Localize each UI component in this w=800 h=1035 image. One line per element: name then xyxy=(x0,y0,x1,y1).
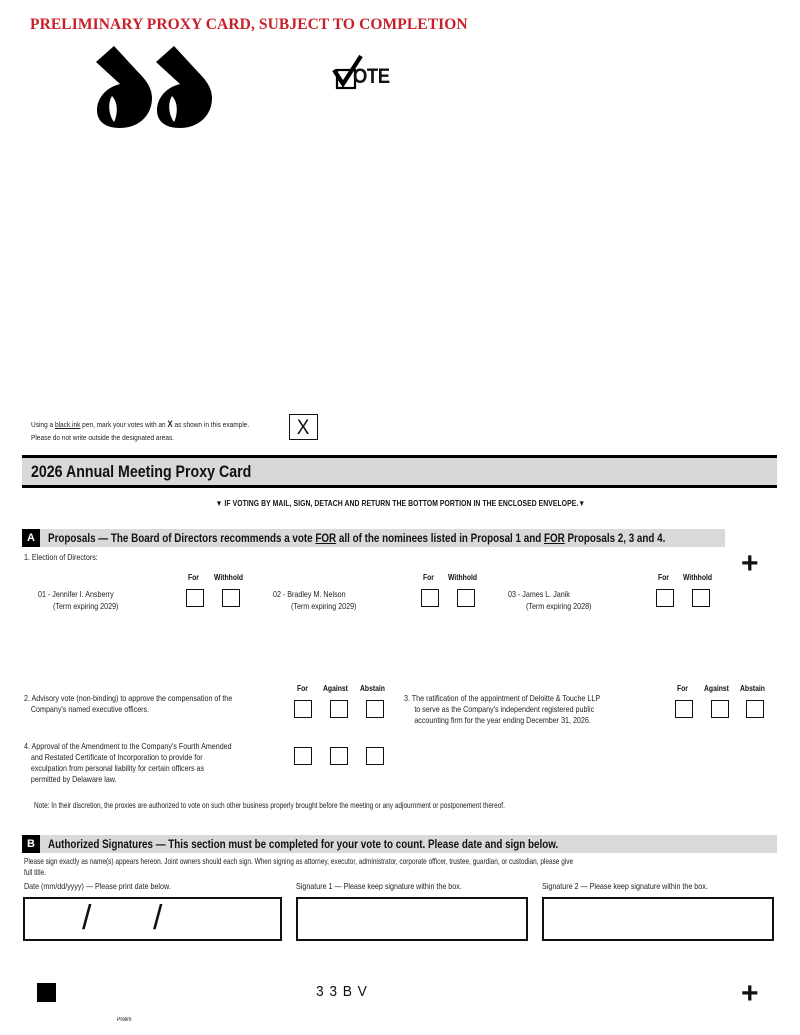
example-mark-box xyxy=(289,414,318,440)
date-input-box[interactable] xyxy=(23,897,282,941)
section-a-title-for: FOR xyxy=(315,531,337,545)
signing-instructions-line: Please sign exactly as name(s) appears hereon. Joint owners should each sign. When signing as attorney, executor, administrator, corporate officer, trustee, guardian, or custodian, please give xyxy=(24,856,574,866)
nominee-02-term: (Term expiring 2029) xyxy=(291,601,357,611)
signature-2-label: Signature 2 — Please keep signature within the box. xyxy=(542,881,708,891)
proposal-2-for-header: For xyxy=(297,684,308,693)
proposal-3-text xyxy=(404,693,600,726)
form-code: 3 3 B V xyxy=(316,983,368,1000)
section-b-title: Authorized Signatures — This section must be completed for your vote to count. Please date and sign below. xyxy=(48,837,559,851)
nominee-01-withhold-header: Withhold xyxy=(214,573,244,582)
proposal-3-line: to serve as the Company's independent registered public xyxy=(414,704,595,714)
proposal-2-line: Company's named executive officers. xyxy=(30,704,150,714)
double-quote-logo-icon xyxy=(94,44,216,128)
proposal-4-for-checkbox[interactable] xyxy=(294,747,312,765)
proposal-4-line: and Restated Certificate of Incorporation to provide for xyxy=(30,752,203,762)
nominee-03-term: (Term expiring 2028) xyxy=(526,601,592,611)
proposal-4-line: exculpation from personal liability for certain officers as xyxy=(30,763,205,773)
detach-instruction-text: ▼ IF VOTING BY MAIL, SIGN, DETACH AND RETURN THE BOTTOM PORTION IN THE ENCLOSED ENVELOPE.▼ xyxy=(215,499,585,508)
nominee-01-for-checkbox[interactable] xyxy=(186,589,204,607)
registration-square-mark xyxy=(37,983,56,1002)
nominee-03-withhold-header: Withhold xyxy=(683,573,713,582)
prelim-label: Prelim xyxy=(117,1017,132,1023)
section-a-title-part: Proposals — The Board of Directors recommends a vote xyxy=(48,531,316,545)
instructions-text: Using a xyxy=(31,420,55,429)
proposal-4-abstain-checkbox[interactable] xyxy=(366,747,384,765)
signature-2-box[interactable] xyxy=(542,897,774,941)
nominee-01-name: 01 - Jennifer I. Ansberry xyxy=(38,589,114,599)
section-a-title-part: all of the nominees listed in Proposal 1 and xyxy=(336,531,544,545)
proposal-2-text xyxy=(24,693,232,715)
signing-instructions-line: full title. xyxy=(24,866,46,877)
proposal-4-line: permitted by Delaware law. xyxy=(30,774,117,784)
proposal-4-against-checkbox[interactable] xyxy=(330,747,348,765)
vote-logo xyxy=(331,54,409,92)
proposal-3-against-header: Against xyxy=(704,684,729,693)
nominee-03-name: 03 - James L. Janik xyxy=(508,589,570,599)
section-b-badge: B xyxy=(22,835,40,853)
instructions-text: pen, mark your votes with an xyxy=(80,420,168,429)
card-title: 2026 Annual Meeting Proxy Card xyxy=(31,463,252,481)
signature-1-label: Signature 1 — Please keep signature within the box. xyxy=(296,881,462,891)
section-a-title xyxy=(48,529,665,547)
proposal-2-for-checkbox[interactable] xyxy=(294,700,312,718)
proposal-4-text xyxy=(24,741,232,785)
proposal-2-against-header: Against xyxy=(323,684,348,693)
nominee-02-withhold-checkbox[interactable] xyxy=(457,589,475,607)
instructions-line2: Please do not write outside the designated areas. xyxy=(31,433,175,442)
signing-instructions xyxy=(24,856,573,877)
proposal-2-line: 2. Advisory vote (non-binding) to approve the compensation of the xyxy=(24,693,233,703)
nominee-02-for-checkbox[interactable] xyxy=(421,589,439,607)
nominee-02-for-header: For xyxy=(423,573,434,582)
proposal-2-abstain-header: Abstain xyxy=(360,684,385,693)
proposal-4-line: 4. Approval of the Amendment to the Company's Fourth Amended xyxy=(24,741,232,751)
nominee-01-withhold-checkbox[interactable] xyxy=(222,589,240,607)
nominee-02-withhold-header: Withhold xyxy=(448,573,478,582)
nominee-03-for-header: For xyxy=(658,573,669,582)
nominee-02-name: 02 - Bradley M. Nelson xyxy=(273,589,346,599)
registration-plus-mark-bottom: + xyxy=(741,977,759,1010)
date-label: Date (mm/dd/yyyy) — Please print date below. xyxy=(24,881,171,891)
proposal-3-line: 3. The ratification of the appointment of Deloitte & Touche LLP xyxy=(404,693,601,703)
instructions-black-ink: black ink xyxy=(54,420,81,429)
date-separator: / xyxy=(82,899,92,937)
proposal-3-for-header: For xyxy=(677,684,688,693)
discretion-note: Note: In their discretion, the proxies are authorized to vote on such other business properly brought before the meeting or any adjournment or postponement thereof. xyxy=(34,800,505,810)
section-a-title-for: FOR xyxy=(543,531,565,545)
proposal-2-abstain-checkbox[interactable] xyxy=(366,700,384,718)
nominee-01-term: (Term expiring 2029) xyxy=(53,601,119,611)
example-x-mark: X xyxy=(297,415,310,439)
proposal-3-abstain-header: Abstain xyxy=(740,684,765,693)
instructions-text: as shown in this example. xyxy=(172,420,250,429)
nominee-01-for-header: For xyxy=(188,573,199,582)
registration-plus-mark: + xyxy=(741,547,759,580)
proposal-3-abstain-checkbox[interactable] xyxy=(746,700,764,718)
proposal-2-against-checkbox[interactable] xyxy=(330,700,348,718)
preliminary-title: PRELIMINARY PROXY CARD, SUBJECT TO COMPLETION xyxy=(30,16,468,33)
marking-instructions xyxy=(31,418,285,444)
signature-1-box[interactable] xyxy=(296,897,528,941)
proposal-3-against-checkbox[interactable] xyxy=(711,700,729,718)
date-separator: / xyxy=(153,899,163,937)
section-a-badge: A xyxy=(22,529,40,547)
detach-instruction xyxy=(0,499,800,508)
nominee-03-withhold-checkbox[interactable] xyxy=(692,589,710,607)
proposal-3-line: accounting firm for the year ending December 31, 2026. xyxy=(414,715,591,725)
proposal-3-for-checkbox[interactable] xyxy=(675,700,693,718)
election-of-directors-label: 1. Election of Directors: xyxy=(24,552,98,562)
vote-logo-text: OTE xyxy=(353,65,390,88)
section-a-title-part: Proposals 2, 3 and 4. xyxy=(564,531,666,545)
instructions-x: X xyxy=(167,419,173,429)
nominee-03-for-checkbox[interactable] xyxy=(656,589,674,607)
